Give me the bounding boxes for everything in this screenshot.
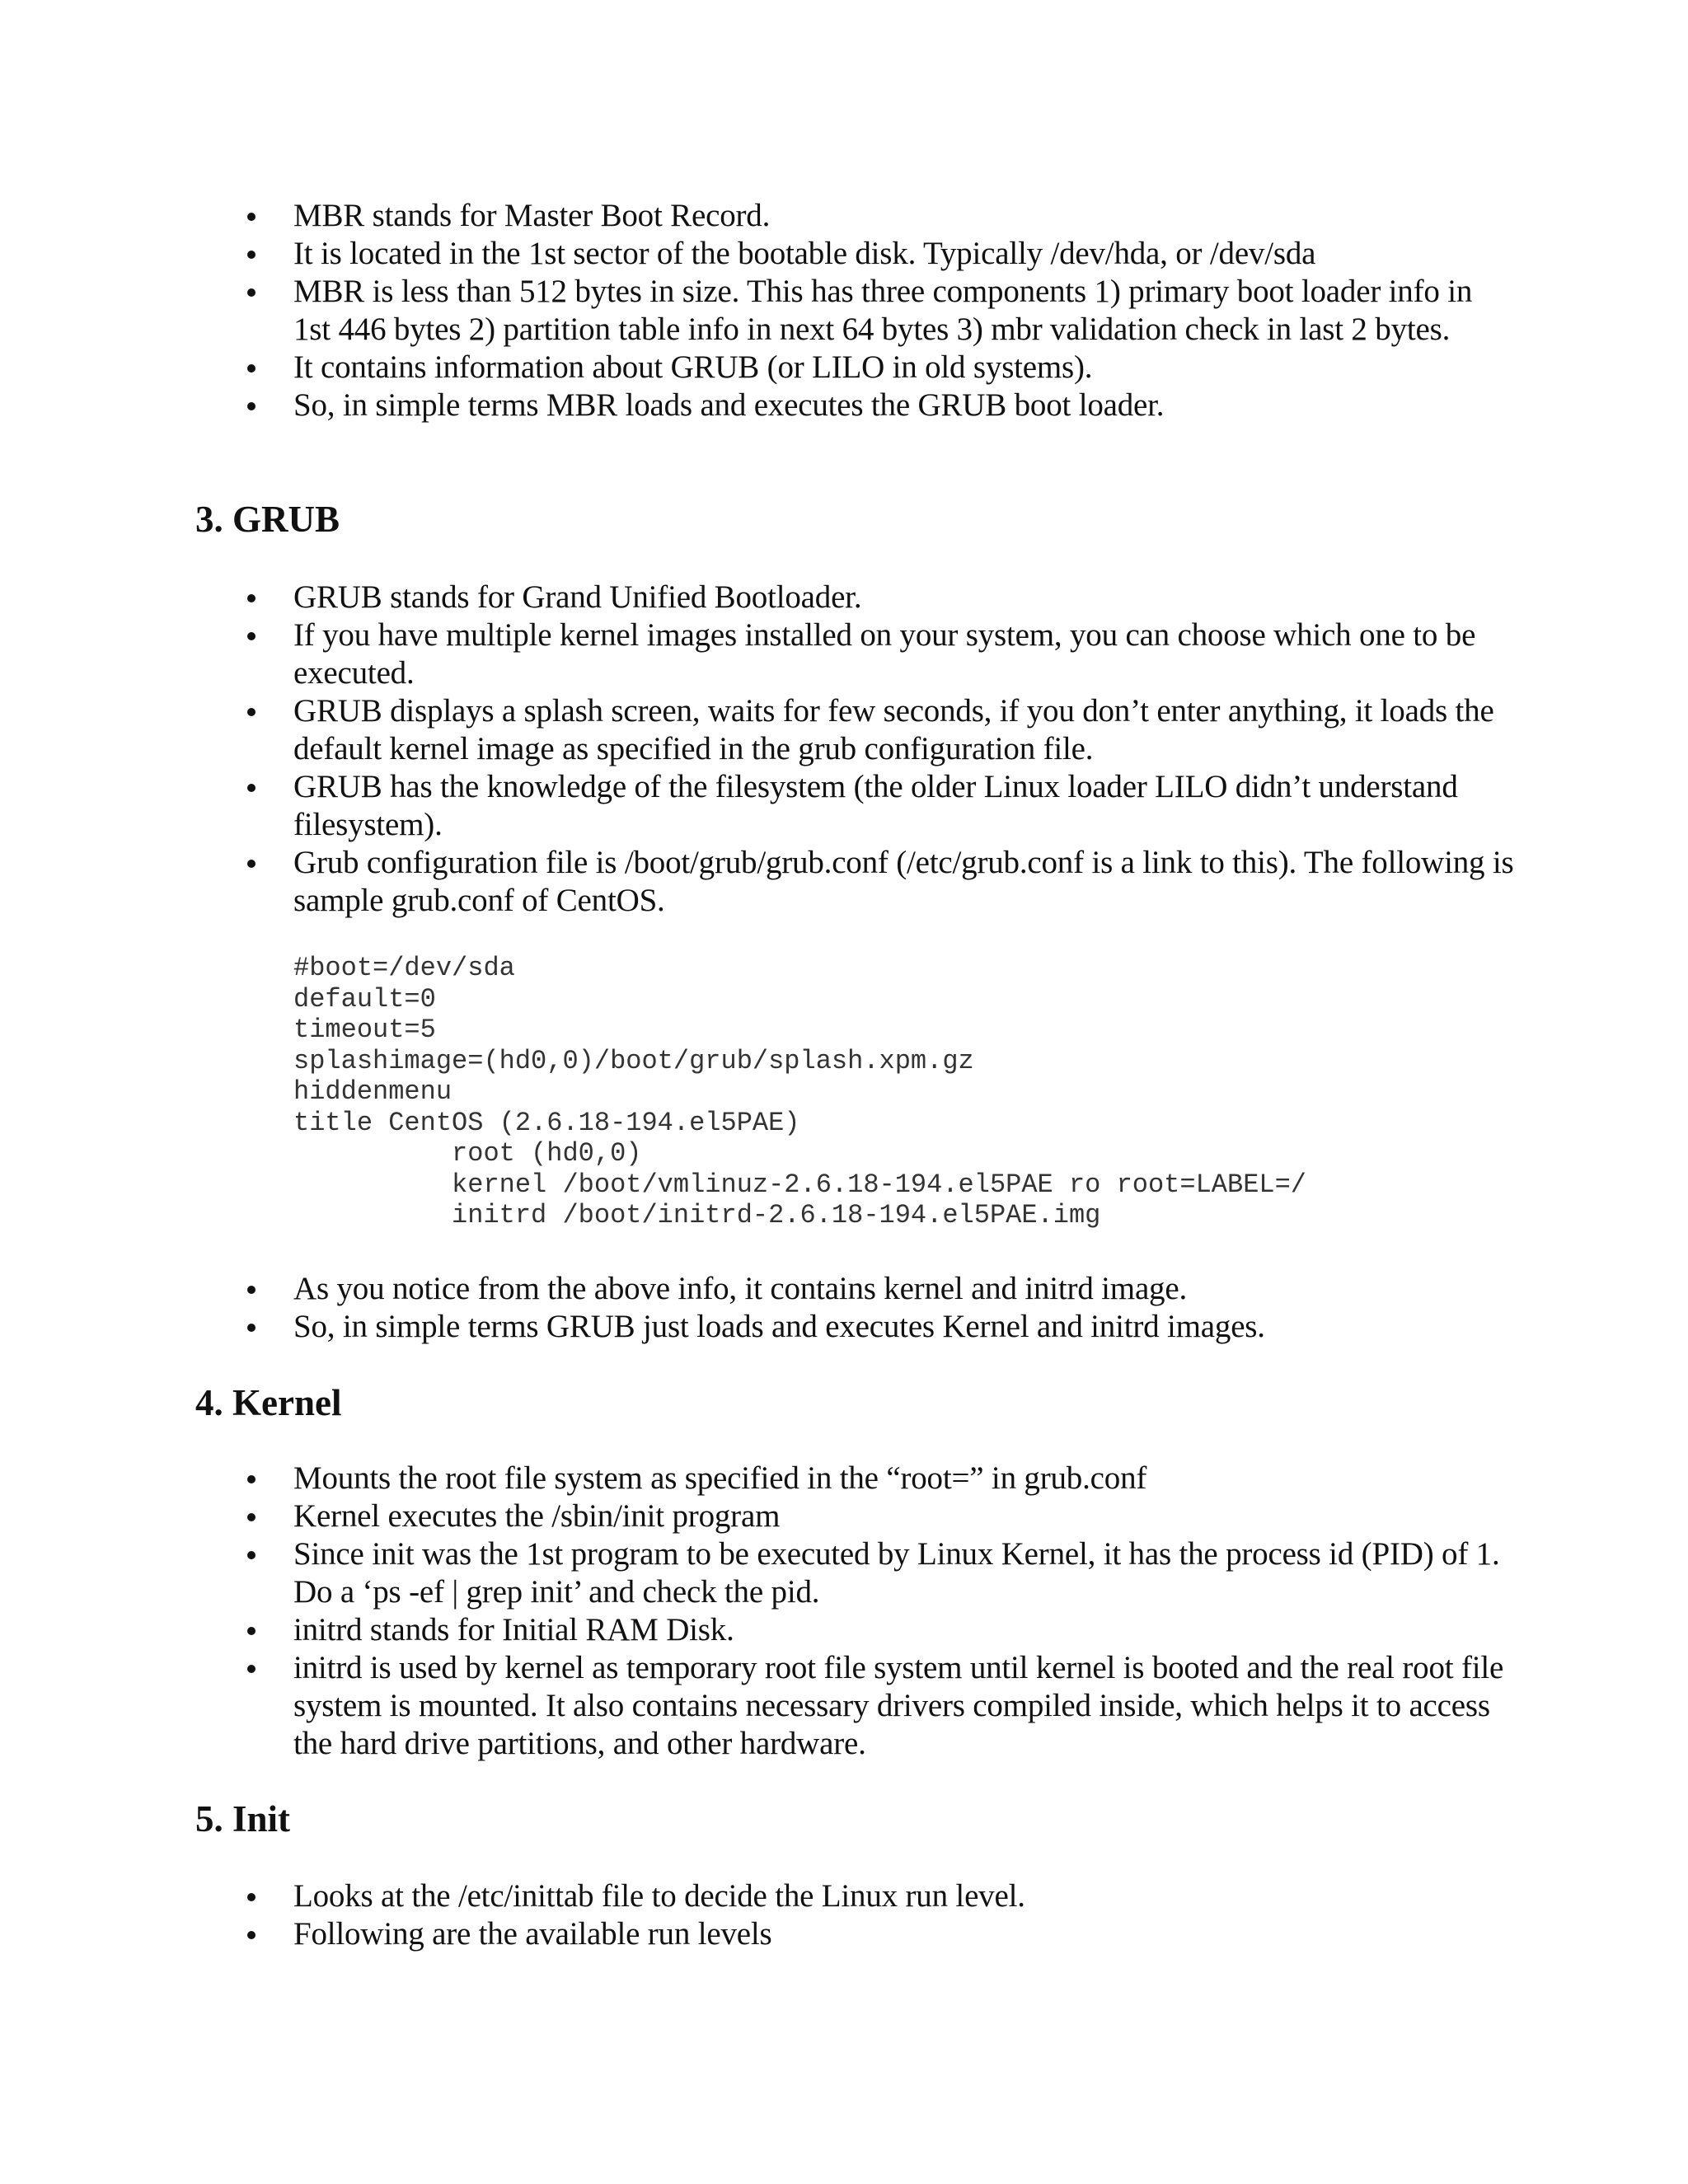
list-item-text: MBR is less than 512 bytes in size. This has three components 1) primary boot loader info in 1st 446 bytes 2) partition table info in next 64 bytes 3) mbr validation check in last 2 bytes.: [293, 274, 1473, 347]
list-item-text: Kernel executes the /sbin/init program: [293, 1498, 781, 1534]
bullet-icon: [247, 1931, 256, 1939]
bullet-icon: [247, 1627, 256, 1635]
list-item: [247, 197, 1517, 235]
grub-summary-bullet-list: [247, 1270, 1517, 1346]
list-item-text: So, in simple terms MBR loads and executes the GRUB boot loader.: [293, 387, 1165, 423]
bullet-icon: [247, 288, 256, 297]
list-item-text: Looks at the /etc/inittab file to decide the Linux run level.: [293, 1878, 1025, 1914]
list-item-text: initrd is used by kernel as temporary root file system until kernel is booted and the real root file system is mounted. It also contains necessary drivers compiled inside, which helps it to access the hard drive partitions, and other hardware.: [293, 1650, 1504, 1761]
kernel-bullet-list: [247, 1460, 1517, 1763]
list-item: [247, 1877, 1517, 1915]
list-item: [247, 1535, 1517, 1611]
list-item: [247, 1649, 1517, 1763]
bullet-icon: [247, 1286, 256, 1294]
list-item: [247, 273, 1517, 349]
list-item: [247, 235, 1517, 273]
list-item: [247, 1270, 1517, 1308]
bullet-icon: [247, 594, 256, 602]
list-item: [247, 349, 1517, 387]
init-heading: 5. Init: [195, 1798, 291, 1840]
mbr-bullet-list: [247, 197, 1517, 424]
list-item: [247, 692, 1517, 768]
list-item: [247, 616, 1517, 692]
bullet-icon: [247, 1513, 256, 1521]
list-item-text: Mounts the root file system as specified in the “root=” in grub.conf: [293, 1460, 1147, 1496]
init-bullet-list: [247, 1877, 1517, 1953]
bullet-icon: [247, 251, 256, 259]
bullet-icon: [247, 632, 256, 640]
list-item-text: GRUB stands for Grand Unified Bootloader.: [293, 579, 862, 615]
list-item-text: Following are the available run levels: [293, 1916, 772, 1952]
list-item: [247, 844, 1517, 920]
list-item: [247, 1308, 1517, 1346]
list-item-text: If you have multiple kernel images installed on your system, you can choose which one to be executed.: [293, 617, 1476, 691]
bullet-icon: [247, 1551, 256, 1559]
list-item: [247, 1611, 1517, 1649]
bullet-icon: [247, 364, 256, 373]
bullet-icon: [247, 1324, 256, 1332]
list-item-text: MBR stands for Master Boot Record.: [293, 198, 771, 233]
grub-conf-code-block: #boot=/dev/sda default=0 timeout=5 splashimage=(hd0,0)/boot/grub/splash.xpm.gz hiddenmenu title CentOS (2.6.18-194.el5PAE) root (hd0,0) kernel /boot/vmlinuz-2.6.18-194.el5PAE ro root=LABEL=/ initrd /boot/initrd-2.6.18-194.el5PAE.img: [293, 953, 1306, 1230]
bullet-icon: [247, 1475, 256, 1483]
list-item-text: It is located in the 1st sector of the bootable disk. Typically /dev/hda, or /dev/sda: [293, 236, 1316, 271]
list-item-text: initrd stands for Initial RAM Disk.: [293, 1612, 734, 1647]
bullet-icon: [247, 860, 256, 868]
list-item: [247, 768, 1517, 844]
bullet-icon: [247, 708, 256, 716]
bullet-icon: [247, 1665, 256, 1673]
list-item-text: GRUB has the knowledge of the filesystem (the older Linux loader LILO didn’t understand filesystem).: [293, 769, 1458, 842]
list-item: [247, 1497, 1517, 1535]
list-item: [247, 387, 1517, 424]
grub-heading: 3. GRUB: [195, 499, 340, 540]
list-item: [247, 1460, 1517, 1497]
list-item-text: Grub configuration file is /boot/grub/grub.conf (/etc/grub.conf is a link to this). The following is sample grub.conf of CentOS.: [293, 845, 1514, 918]
list-item-text: As you notice from the above info, it contains kernel and initrd image.: [293, 1271, 1188, 1306]
list-item-text: GRUB displays a splash screen, waits for few seconds, if you don’t enter anything, it loads the default kernel image as specified in the grub configuration file.: [293, 693, 1494, 766]
list-item-text: Since init was the 1st program to be executed by Linux Kernel, it has the process id (PID) of 1. Do a ‘ps -ef | grep init’ and check the pid.: [293, 1536, 1500, 1610]
bullet-icon: [247, 402, 256, 410]
list-item-text: So, in simple terms GRUB just loads and executes Kernel and initrd images.: [293, 1309, 1265, 1344]
list-item-text: It contains information about GRUB (or LILO in old systems).: [293, 349, 1093, 385]
bullet-icon: [247, 1893, 256, 1901]
bullet-icon: [247, 213, 256, 221]
list-item: [247, 579, 1517, 616]
grub-bullet-list: [247, 579, 1517, 920]
list-item: [247, 1915, 1517, 1953]
bullet-icon: [247, 784, 256, 792]
kernel-heading: 4. Kernel: [195, 1382, 342, 1423]
